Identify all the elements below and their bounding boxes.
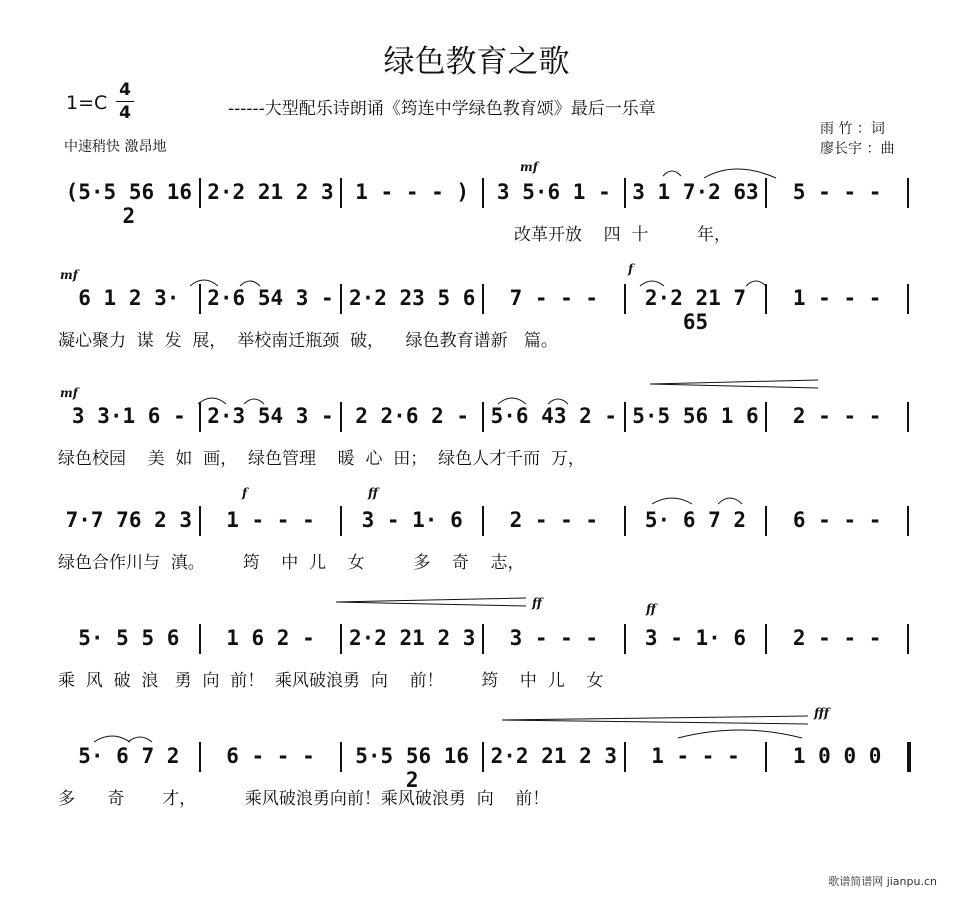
measure-notes: 2 - - -: [792, 404, 882, 428]
measure-notes: 1 - - -: [226, 508, 315, 532]
measure-notes: 2·2 23 5 6: [348, 286, 476, 310]
measure-notes: 3 - 1· 6: [361, 508, 463, 532]
measure-notes: 2 - - -: [509, 508, 599, 532]
barline: [340, 284, 342, 314]
dynamic-mf: mf: [60, 386, 78, 400]
lyrics-line: 凝心聚力 谋 发 展， 举校南迁瓶颈 破， 绿色教育谱新 篇。: [58, 331, 558, 351]
measure-notes: 3 5·6 1 -: [496, 180, 611, 204]
measure-notes: 2·2 21 2 3: [490, 744, 618, 768]
lyrics-line: 改革开放 四 十 年，: [514, 225, 732, 245]
measure-notes: 5· 6 7 2: [78, 744, 180, 768]
measure-notes: 5·5 56 1 6: [632, 404, 759, 428]
watermark: 歌谱简谱网 jianpu.cn: [828, 875, 937, 888]
barline: [765, 402, 767, 432]
barline: [624, 402, 626, 432]
barline: [765, 742, 767, 772]
time-signature-top: 4: [119, 80, 131, 100]
barline: [907, 284, 909, 314]
dynamic-ff: ff: [368, 486, 378, 500]
barline: [624, 742, 626, 772]
barline: [624, 506, 626, 536]
barline: [199, 624, 201, 654]
measure-notes: 3 1 7·2 63: [632, 180, 759, 204]
dynamic-f: f: [242, 486, 248, 500]
barline: [907, 506, 909, 536]
barline: [765, 506, 767, 536]
measure-notes: 1 0 0 0: [792, 744, 882, 768]
measure-notes: 3 3·1 6 -: [71, 404, 186, 428]
measure-notes: 5· 6 7 2: [644, 508, 747, 532]
barline: [199, 506, 201, 536]
barline: [199, 402, 201, 432]
dynamic-f: f: [628, 262, 634, 276]
barline: [765, 284, 767, 314]
measure-notes: 3 - 1· 6: [644, 626, 747, 650]
dynamic-ff: ff: [646, 602, 656, 616]
barline: [482, 178, 484, 208]
song-title: 绿色教育之歌: [383, 44, 570, 80]
barline: [340, 742, 342, 772]
barline: [482, 624, 484, 654]
measure-notes: 7·7 76 2 3: [65, 508, 193, 532]
dynamic-ff: ff: [532, 596, 542, 610]
key-signature: 1=C: [66, 92, 108, 114]
measure-notes: 6 - - -: [792, 508, 882, 532]
barline: [765, 624, 767, 654]
measure-notes: 1 - - - ): [355, 180, 470, 204]
measure-notes: 2·6 54 3 -: [207, 286, 334, 310]
measure-notes: 5·5 56 16 2: [355, 744, 470, 792]
barline: [907, 178, 909, 208]
measure-notes: 1 - - -: [792, 286, 882, 310]
measure-notes: 6 - - -: [226, 744, 315, 768]
barline: [340, 402, 342, 432]
composer-credit: 廖长宇 ：曲: [820, 141, 895, 157]
measure-notes: (5·5 56 16 2: [65, 180, 193, 228]
measure-notes: 2 - - -: [792, 626, 882, 650]
lyrics-line: 绿色校园 美 如 画， 绿色管理 暖 心 田； 绿色人才千而 万，: [58, 449, 585, 469]
dynamic-fff: fff: [814, 706, 830, 720]
measure-notes: 2·2 21 7 65: [644, 286, 747, 334]
barline: [340, 624, 342, 654]
subtitle: ------大型配乐诗朗诵《筠连中学绿色教育颂》最后一乐章: [228, 99, 656, 119]
lyrics-line: 乘 风 破 浪 勇 向 前！ 乘风破浪勇 向 前！ 筠 中 儿 女: [58, 671, 604, 691]
measure-notes: 1 6 2 -: [226, 626, 315, 650]
measure-notes: 6 1 2 3·: [78, 286, 180, 310]
barline: [340, 506, 342, 536]
barline: [624, 178, 626, 208]
barline: [624, 624, 626, 654]
barline: [340, 178, 342, 208]
barline: [199, 178, 201, 208]
measure-notes: 5· 5 5 6: [78, 626, 180, 650]
barline: [482, 742, 484, 772]
measure-notes: 7 - - -: [509, 286, 599, 310]
measure-notes: 5 - - -: [792, 180, 882, 204]
time-signature-bottom: 4: [119, 103, 131, 123]
barline: [482, 506, 484, 536]
barline: [765, 178, 767, 208]
measure-notes: 5·6 43 2 -: [490, 404, 618, 428]
barline: [482, 402, 484, 432]
barline: [907, 624, 909, 654]
measure-notes: 2 2·6 2 -: [355, 404, 470, 428]
barline: [199, 284, 201, 314]
measure-notes: 2·3 54 3 -: [207, 404, 334, 428]
barline: [907, 402, 909, 432]
measure-notes: 2·2 21 2 3: [207, 180, 334, 204]
tempo-marking: 中速稍快 激昂地: [64, 139, 167, 155]
barline: [482, 284, 484, 314]
measure-notes: 3 - - -: [509, 626, 599, 650]
measure-notes: 1 - - -: [651, 744, 740, 768]
lyrics-line: 绿色合作川与 滇。 筠 中 儿 女 多 奇 志，: [58, 553, 525, 573]
measure-notes: 2·2 21 2 3: [348, 626, 476, 650]
dynamic-mf: mf: [520, 160, 538, 174]
barline: [199, 742, 201, 772]
lyricist-credit: 雨 竹 ：词: [820, 121, 885, 137]
barline: [624, 284, 626, 314]
dynamic-mf: mf: [60, 268, 78, 282]
lyrics-line: 多 奇 才， 乘风破浪勇向前！乘风破浪勇 向 前！: [58, 789, 550, 809]
barline: [907, 742, 911, 772]
